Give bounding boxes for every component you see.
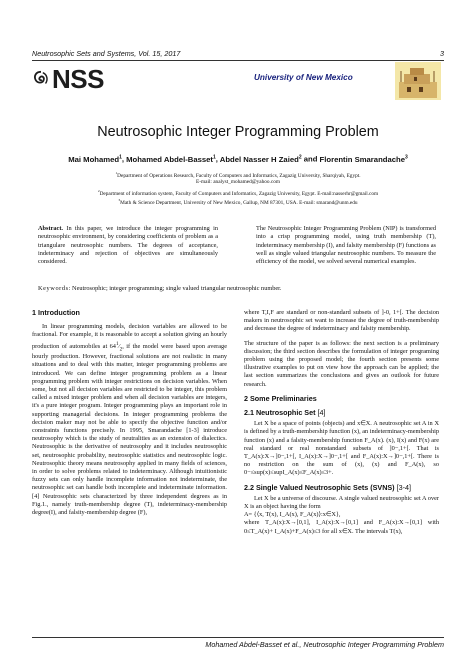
author-affil-mark: 1 [119, 154, 122, 160]
abstract-label: Abstract. [38, 225, 64, 232]
author-name: Mai Mohamed [68, 154, 120, 164]
body-paragraph: In linear programming models, decision variables are allowed to be fractional. For example, it is reasonable to accept a solution giving an hourly production of automobiles at $64^1⁄_2$, if the model were based upon average hourly production. However, fractional solutions are not realistic in many situations and to deal with this matter, integer programming problems are introduced. We can define integer programming problem as a linear programming problem with integer restrictions on decision variables. When some, but not all decision variables are restricted to be integer, this problem called a mixed integer problem and when all decision variables are integers, it's a pure integer program. Integer programming plays an important role in supporting managerial decisions. In integer programming problems the decision maker may not be able to specify the objective function and/or constraints functions precisely. In 1995, Smarandache [1-3] introduce neutrosophy which is the study of neutralities as an extension of dialectics. Neutrosophic is the derivative of neutrosophy and it includes neutrosophic set, neutrosophic probability, neutrosophic statistics and neutrosophic logic. Neutrosophic theory means neutrosophy applied in many fields of sciences, in order to solve problems related to indeterminacy. Although intuitionistic fuzzy sets can only handle incomplete information not indeterminate, the neutrosophic set can handle both incomplete and indeterminate information.[4] Neutrosophic sets characterized by three independent degrees as in Fig.1., namely truth-membership degree (T), indeterminacy-membership degree(I), and falsity-membership degree (F), [32, 323, 227, 517]
university-name: University of New Mexico [254, 73, 353, 82]
affiliation-mark: 2 [97, 189, 100, 193]
affiliation-text: Math & Science Department, University of New Mexico, Gallup, NM 87301, USA. E-mail: smarand@unm.edu [120, 199, 358, 206]
abstract-left [38, 225, 218, 266]
subsection-heading [244, 484, 439, 492]
affiliation-text: Department of information system, Faculty of Computers and Informatics, Zagazig University, Egypt. E-mail:nasserhr@gmail.com [99, 190, 379, 197]
author-affil-mark: 3 [404, 154, 408, 160]
nss-logo [32, 66, 104, 92]
section-heading: 2 Some Preliminaries [244, 393, 317, 403]
swirl-icon [32, 70, 50, 88]
page-footer: Mohamed Abdel-Basset et al., Neutrosophic Integer Programming Problem [205, 640, 444, 649]
citation: [4] [317, 408, 326, 418]
affiliation [36, 197, 440, 207]
author-affil-mark: 2 [298, 154, 302, 160]
section-heading: 1 Introduction [32, 308, 80, 317]
pueblo-seal-icon [395, 62, 441, 100]
keywords: Keywords: Neutrosophic; integer programming; single valued triangular neutrosophic number. [38, 285, 282, 292]
author [68, 155, 122, 164]
equation: A= {⟨x, T(x), I_A(x), F_A(x)⟩:x∈X}, [244, 511, 341, 519]
affiliation-mark: 3 [118, 198, 121, 202]
body-paragraph: Let X be a universe of discourse. A single valued neutrosophic set A over X is an object having the form [244, 494, 439, 511]
author-list: Mai Mohamed$^1$, Mohamed Abdel-Basset$^1$, Abdel Nasser H Zaied$^2$ and Florentin Smarandache$^3$ [68, 154, 408, 164]
body-paragraph: where T_A(x):X→[0,1], I_A(x):X→[0,1] and F_A(x):X→[0,1] with 0≤T_A(x)+ I_A(x)+F_A(x)≤3 for all x∈X. The intervals T(x), [244, 519, 439, 535]
keywords-text: Neutrosophic; integer programming; single valued triangular neutrosophic number. [72, 285, 282, 292]
paper-title: Neutrosophic Integer Programming Problem [97, 124, 379, 140]
author [126, 155, 216, 164]
affiliation-text: E-mail: analyst_mohamed@yahoo.com [195, 179, 280, 185]
affiliation-mark: 1 [115, 171, 118, 175]
author [220, 155, 302, 164]
nss-logo-text: NSS [52, 64, 104, 94]
journal-name: Neutrosophic Sets and Systems, Vol. 15, 2017 [32, 49, 181, 58]
abstract-text: In this paper, we introduce the integer programming in neutrosophic environment, by considering coefficients of problem as a triangulare neutrosophic numbers. The degrees of acceptance, indeterminacy and rejection of objectives are simultaneously considered. [38, 225, 219, 266]
abstract-right: The Neutrosophic Integer Programming Problem (NIP) is transformed into a crisp programming model, using truth membership (T), indeterminacy membership (I), and falsity membership (F) functions as well as single valued triangular neutrosophic numbers. To measure the efficiency of the model, we solved several numerical examples. [256, 225, 436, 266]
page-number: 3 [440, 49, 444, 58]
affiliation-email [36, 179, 440, 186]
running-head [32, 49, 444, 58]
author-name: Abdel Nasser H Zaied [219, 154, 299, 164]
fraction-denominator: 2 [119, 345, 123, 352]
body-text: In linear programming models, decision variables are allowed to be fractional. For example, it is reasonable to accept a solution giving an hourly production of automobiles at 64 [32, 323, 227, 350]
affiliation-text: Department of Operations Research, Faculty of Computers and Informatics, Zagazig University, Sharqiyah, Egypt. [117, 172, 361, 179]
keywords-label: Keywords [38, 285, 69, 292]
body-paragraph: where T,I,F are standard or non-standard subsets of ]-0, 1+[. The decision makers in neutrosophic set want to increase the degree of truth-membership and decrease the degree of indeterminacy and falsity membership. [244, 309, 439, 333]
header-rule [32, 60, 444, 61]
fraction-numerator: 1 [115, 340, 119, 347]
footer-rule [32, 637, 444, 638]
author-name: Florentin Smarandache [319, 154, 405, 164]
author-name: Mohamed Abdel-Basset [126, 154, 213, 164]
body-paragraph: Let X be a space of points (objects) and x∈X. A neutrosophic set A in X is defined by a truth-membership function (x), an indeterminacy-membership function (x) and a falsity-membership function F_A(x). (x), I(x) and F(x) are real standard or real nonstandard subsets of ]0−,1+[. That is T_A(x):X→]0−,1+[, I_A(x):X→]0−,1+[ and F_A(x):X→]0−,1+[. There is no restriction on the sum of (x), (x) and F_A(x), so 0−≤sup(x)≤supI_A(x)≤F_A(x)≤3+. [244, 420, 439, 477]
left-column [32, 309, 227, 517]
subsection-title: 2.1 Neutrosophic Set [244, 408, 316, 418]
subsection-heading [244, 409, 439, 417]
right-column [244, 309, 439, 536]
author [320, 155, 408, 164]
body-text: , if the model were based upon average hourly production. However, fractional solutions are not realistic in many situations and to deal with this matter, integer programming problems are introduced. We can define integer programming problem as a linear programming problem with integer restrictions on decision variables. When some, but not all decision variables are restricted to be integer, this problem called a mixed integer problem and when all decision variables are integers, it's a pure integer program. Integer programming plays an important role in supporting managerial decisions. In integer programming problems the decision maker may not be able to specify the objective function and/or constraints functions precisely. In 1995, Smarandache [1-3] introduce neutrosophy which is the study of neutralities as an extension of dialectics. Neutrosophic is the derivative of neutrosophy and it includes neutrosophic set, neutrosophic probability, neutrosophic statistics and neutrosophic logic. Neutrosophic theory means neutrosophy applied in many fields of sciences, in order to solve problems related to indeterminacy. Although intuitionistic fuzzy sets can only handle incomplete information not indeterminate, the neutrosophic set can handle both incomplete and indeterminate information.[4] Neutrosophic sets characterized by three independent degrees as in Fig.1., namely truth-membership degree (T), indeterminacy-membership degree(I), and falsity-membership degree (F), [32, 342, 227, 517]
author-affil-mark: 1 [212, 154, 216, 160]
body-paragraph: The structure of the paper is as follows: the next section is a preliminary discussion; the third section describes the formulation of integer programing problem using the proposed model; the fourth section presents some illustrative examples to put on view how the approach can be applied; the last section summarizes the conclusions and gives an outlook for future research. [244, 339, 439, 388]
citation: [3-4] [396, 482, 411, 492]
subsection-title: 2.2 Single Valued Neutrosophic Sets (SVNS) [244, 482, 395, 492]
